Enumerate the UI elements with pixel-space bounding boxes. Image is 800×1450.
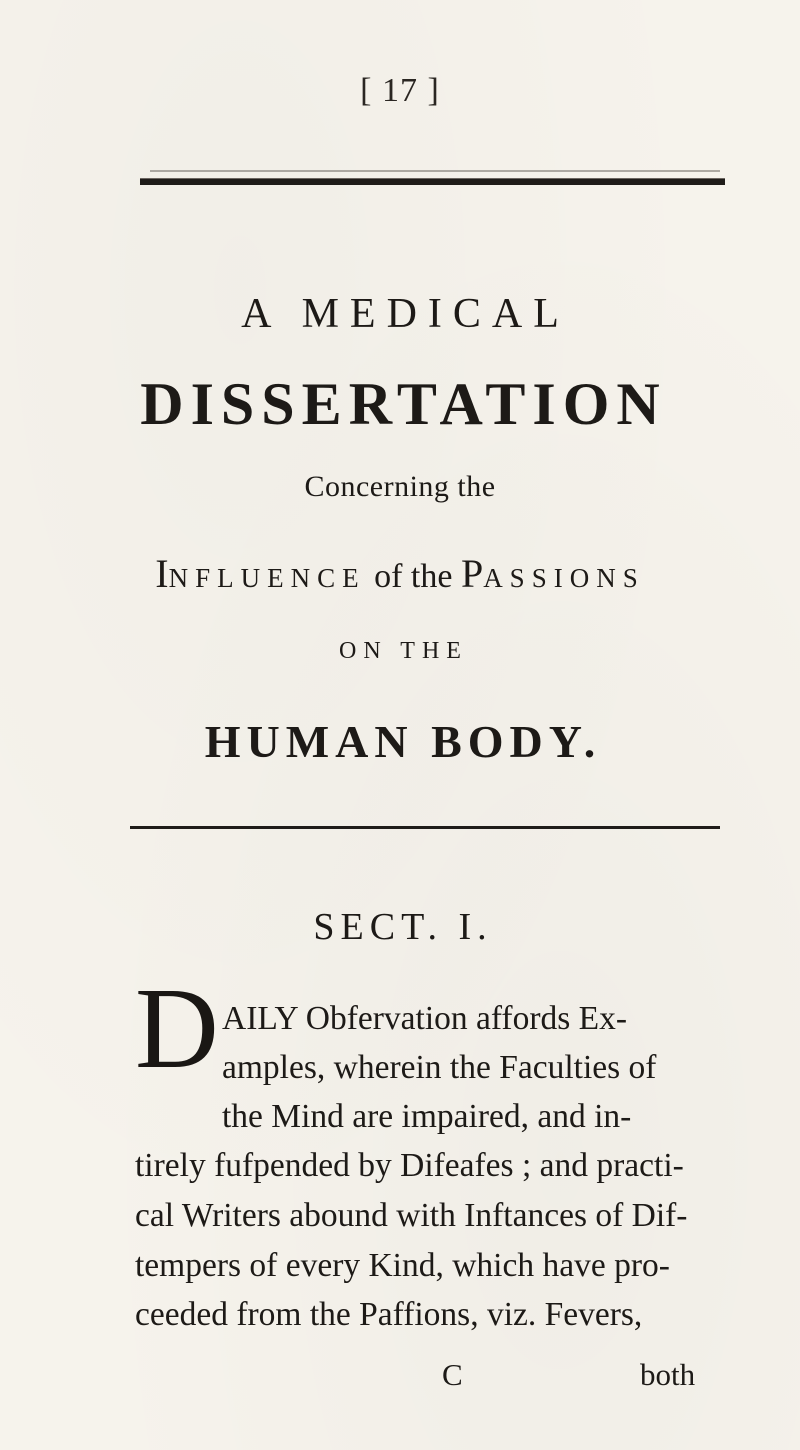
text-line-3: the Mind are impaired, and in-	[222, 1098, 632, 1135]
top-rule	[140, 178, 725, 185]
section-rule	[130, 826, 720, 829]
page-number: [ 17 ]	[360, 72, 440, 109]
influence-initial: I	[155, 551, 169, 596]
of-the: of the	[365, 558, 461, 595]
text-line-1: AILY Obfervation affords Ex-	[222, 1000, 628, 1037]
text-line-7: ceeded from the Paffions, viz. Fevers,	[135, 1296, 643, 1333]
text-line-2: amples, wherein the Faculties of	[222, 1049, 657, 1086]
title-human-body: HUMAN BODY.	[204, 716, 602, 767]
ornamental-rule-shadow	[150, 170, 720, 172]
title-concerning: Concerning the	[304, 470, 496, 503]
passions-rest: ASSIONS	[483, 563, 645, 593]
text-line-5: cal Writers abound with Inftances of Dif-	[135, 1197, 688, 1234]
passions-initial: P	[460, 551, 484, 596]
text-line-6: tempers of every Kind, which have pro-	[135, 1247, 670, 1284]
title-a-medical: A MEDICAL	[241, 291, 570, 337]
section-heading: SECT. I.	[313, 906, 493, 948]
drop-cap: D	[135, 965, 219, 1093]
influence-rest: NFLUENCE	[168, 563, 366, 593]
text-line-4: tirely fufpended by Difeafes ; and practi-	[135, 1147, 684, 1184]
title-dissertation: DISSERTATION	[140, 371, 667, 437]
signature-mark: C	[442, 1357, 463, 1392]
catchword: both	[640, 1357, 696, 1392]
title-on-the: ON THE	[339, 638, 468, 664]
title-influence-line	[0, 550, 800, 597]
